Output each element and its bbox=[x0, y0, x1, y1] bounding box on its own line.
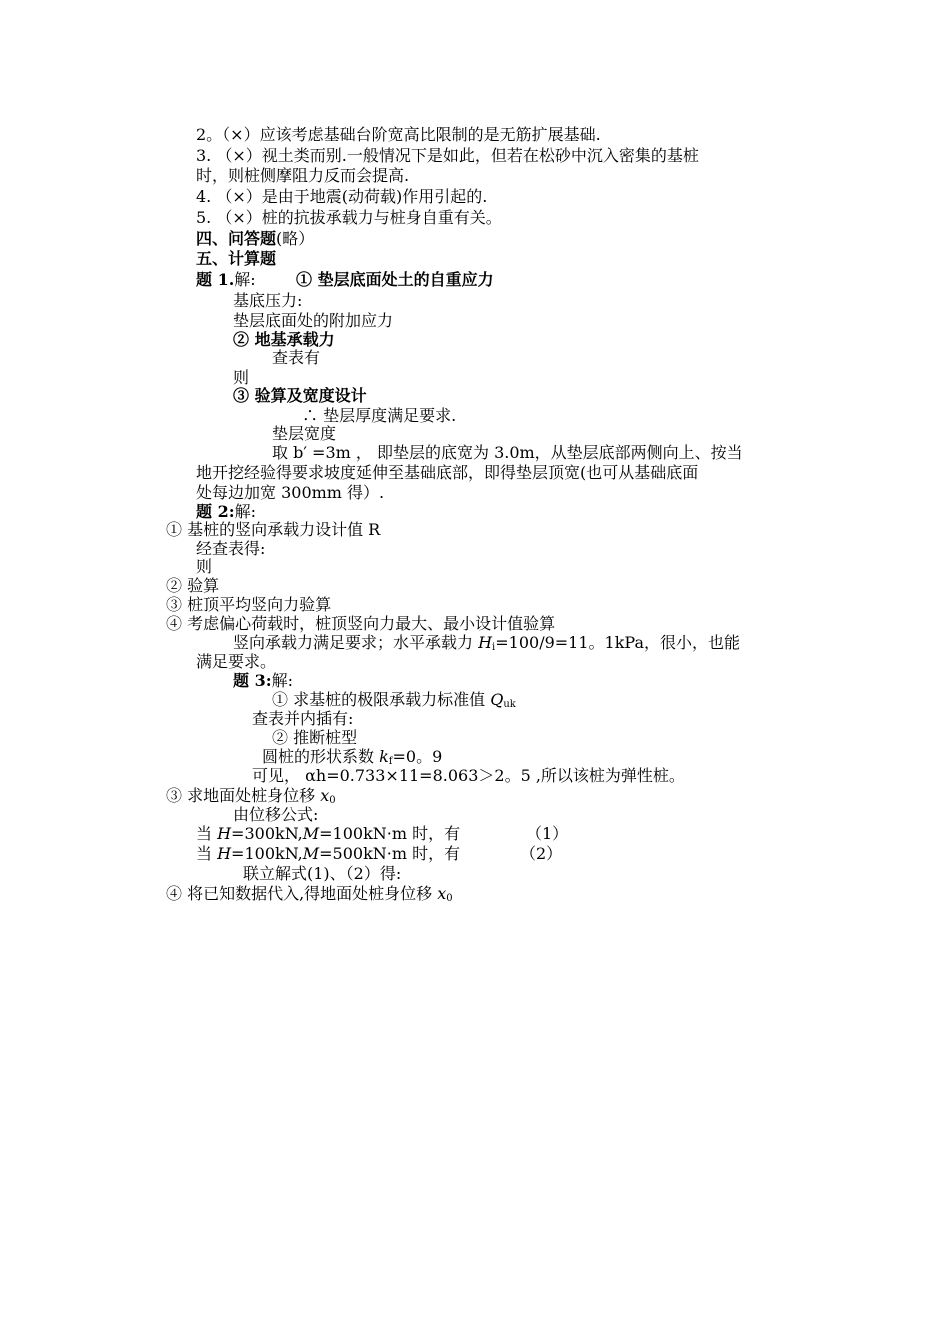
q2-step2: ② 验算 bbox=[166, 576, 220, 595]
q3-solution-label: 解: bbox=[271, 671, 294, 690]
q3-shape-sub: f bbox=[388, 756, 393, 767]
q1-base-pressure: 基底压力: bbox=[233, 291, 303, 310]
q3-case1-mval: =100kN·m 时，有 bbox=[319, 824, 461, 843]
q3-solve: 联立解式(1)、（2）得: bbox=[243, 864, 402, 883]
q2-solution-label: 解: bbox=[234, 502, 257, 521]
q3-shape-var: k bbox=[379, 747, 389, 766]
q3-shape-text: 圆桩的形状系数 bbox=[262, 747, 380, 766]
q3-step1-sub: uk bbox=[503, 699, 516, 710]
tf-answer-4: 4. （×）是由于地震(动荷载)作用引起的. bbox=[196, 187, 488, 206]
q3-step3-var: x bbox=[320, 786, 330, 805]
q3-case1-m: M bbox=[302, 824, 320, 843]
q3-step2: ② 推断桩型 bbox=[272, 728, 358, 747]
section-heading-qa-title: 四、问答题 bbox=[196, 229, 277, 248]
q3-shape-value: =0。9 bbox=[392, 747, 443, 766]
q3-case1 bbox=[196, 824, 460, 843]
q2-lookup: 经查表得: bbox=[196, 539, 266, 558]
q3-step4-sub: 0 bbox=[446, 893, 453, 904]
q3-case2-h: H bbox=[217, 844, 232, 863]
q3-case2 bbox=[196, 844, 460, 863]
section-heading-qa-note: (略） bbox=[276, 229, 315, 248]
q1-step1: ① 垫层底面处土的自重应力 bbox=[296, 270, 494, 289]
q2-h-text: 竖向承载力满足要求；水平承载力 bbox=[233, 633, 479, 652]
q3-step3-text: ③ 求地面处桩身位移 bbox=[166, 786, 321, 805]
q3-title: 题 3: bbox=[233, 671, 272, 690]
q2-header bbox=[196, 502, 256, 521]
q3-step1-text: ① 求基桩的极限承载力标准值 bbox=[272, 690, 491, 709]
q3-displacement-formula: 由位移公式: bbox=[233, 805, 319, 824]
q3-case1-when: 当 bbox=[196, 824, 218, 843]
q1-then: 则 bbox=[233, 368, 250, 387]
q3-case2-hval: =100kN, bbox=[231, 844, 303, 863]
q2-h-sub: i bbox=[492, 642, 496, 653]
q3-interpolate: 查表并内插有: bbox=[252, 709, 354, 728]
q1-header bbox=[196, 270, 256, 289]
tf-answer-3-cont: 时，则桩侧摩阻力反而会提高. bbox=[196, 166, 410, 185]
q3-case1-hval: =300kN, bbox=[231, 824, 303, 843]
q3-step4-var: x bbox=[437, 884, 447, 903]
q2-h-var: H bbox=[478, 633, 493, 652]
q3-step4 bbox=[166, 884, 453, 908]
q2-horizontal-cont: 满足要求。 bbox=[196, 652, 277, 671]
q2-step3: ③ 桩顶平均竖向力验算 bbox=[166, 595, 332, 614]
q3-elastic-conclusion: 可见， αh=0.733×11=8.063＞2。5 ,所以该桩为弹性桩。 bbox=[252, 766, 685, 785]
q1-title: 题 1. bbox=[196, 270, 235, 289]
q1-take-width: 取 b′ =3m ， 即垫层的底宽为 3.0m，从垫层底部两侧向上、按当 bbox=[272, 443, 743, 462]
section-heading-calc: 五、计算题 bbox=[196, 249, 277, 268]
q3-step1-var: Q bbox=[490, 690, 504, 709]
q3-case1-h: H bbox=[217, 824, 232, 843]
q1-solution-label: 解: bbox=[234, 270, 256, 289]
q3-step3-sub: 0 bbox=[329, 795, 336, 806]
q3-case2-when: 当 bbox=[196, 844, 218, 863]
q3-eq2-number: （2） bbox=[520, 844, 563, 863]
q3-step4-text: ④ 将已知数据代入,得地面处桩身位移 bbox=[166, 884, 438, 903]
q3-case2-m: M bbox=[302, 844, 320, 863]
q1-take-width-cont2: 处每边加宽 300mm 得）. bbox=[196, 483, 385, 502]
q2-h-value: =100/9=11。1kPa，很小，也能 bbox=[495, 633, 740, 652]
section-heading-qa bbox=[196, 229, 314, 248]
q3-eq1-number: （1） bbox=[526, 824, 569, 843]
q2-title: 题 2: bbox=[196, 502, 235, 521]
tf-answer-3: 3. （×）视土类而别.一般情况下是如此，但若在松砂中沉入密集的基桩 bbox=[196, 146, 699, 165]
q1-thickness-ok: ∴ 垫层厚度满足要求. bbox=[302, 406, 457, 425]
q2-step1: ① 基桩的竖向承载力设计值 R bbox=[166, 520, 381, 539]
q3-case2-mval: =500kN·m 时，有 bbox=[319, 844, 461, 863]
q1-lookup: 查表有 bbox=[272, 348, 321, 367]
tf-answer-2: 2。（×）应该考虑基础台阶宽高比限制的是无筋扩展基础. bbox=[196, 125, 601, 144]
q1-additional-stress: 垫层底面处的附加应力 bbox=[233, 311, 394, 330]
q2-then: 则 bbox=[196, 557, 213, 576]
q1-step2: ② 地基承载力 bbox=[233, 330, 335, 349]
q1-width: 垫层宽度 bbox=[272, 424, 337, 443]
tf-answer-5: 5. （×）桩的抗拔承载力与桩身自重有关。 bbox=[196, 208, 502, 227]
q3-header bbox=[233, 671, 293, 690]
q2-horizontal-check bbox=[233, 633, 740, 657]
q2-step4: ④ 考虑偏心荷载时，桩顶竖向力最大、最小设计值验算 bbox=[166, 614, 556, 633]
q1-step3: ③ 验算及宽度设计 bbox=[233, 386, 367, 405]
q1-take-width-cont1: 地开挖经验得要求坡度延伸至基础底部，即得垫层顶宽(也可从基础底面 bbox=[196, 463, 699, 482]
